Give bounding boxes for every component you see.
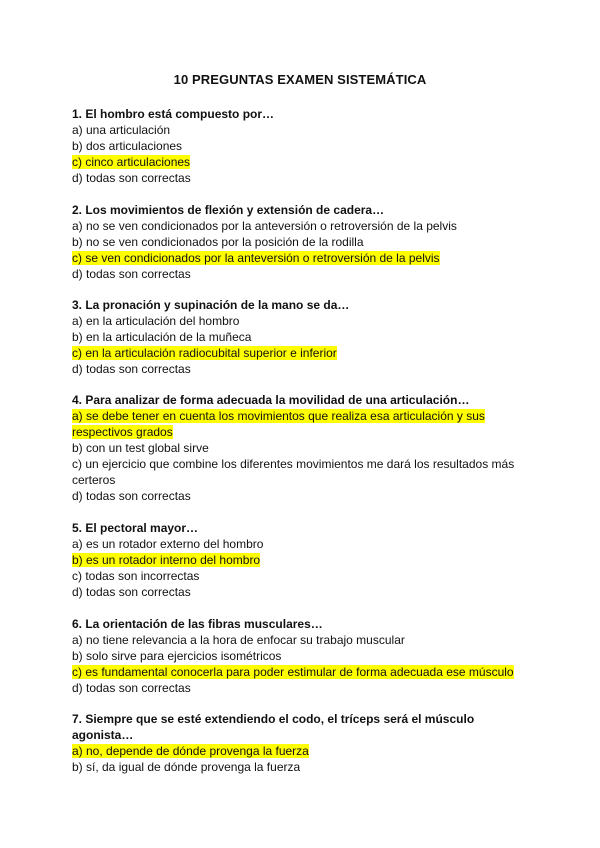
option-b: b) con un test global sirve <box>72 441 209 455</box>
document-title: 10 PREGUNTAS EXAMEN SISTEMÁTICA <box>173 72 427 87</box>
option-a: a) es un rotador externo del hombro <box>72 537 264 551</box>
question-text: 6. La orientación de las fibras musculares… <box>72 617 323 631</box>
option-c: c) todas son incorrectas <box>72 569 200 583</box>
question-2 <box>72 202 534 282</box>
option-c-highlighted: c) se ven condicionados por la anteversión o retroversión de la pelvis <box>72 251 440 265</box>
question-5 <box>72 520 534 600</box>
question-text: 4. Para analizar de forma adecuada la movilidad de una articulación… <box>72 393 470 407</box>
option-d: d) todas son correctas <box>72 362 191 376</box>
option-a: a) no se ven condicionados por la anteversión o retroversión de la pelvis <box>72 219 457 233</box>
option-b: b) en la articulación de la muñeca <box>72 330 252 344</box>
option-a: a) no tiene relevancia a la hora de enfocar su trabajo muscular <box>72 633 405 647</box>
option-b: b) no se ven condicionados por la posición de la rodilla <box>72 235 364 249</box>
option-d: d) todas son correctas <box>72 489 191 503</box>
option-c-highlighted: c) en la articulación radiocubital superior e inferior <box>72 346 337 360</box>
question-text: 7. Siempre que se esté extendiendo el codo, el tríceps será el músculo agonista… <box>72 712 475 742</box>
option-b: b) solo sirve para ejercicios isométricos <box>72 649 282 663</box>
question-text: 1. El hombro está compuesto por… <box>72 107 275 121</box>
question-7 <box>72 711 534 775</box>
option-c-highlighted: c) cinco articulaciones <box>72 155 191 169</box>
option-a: a) en la articulación del hombro <box>72 314 240 328</box>
option-d: d) todas son correctas <box>72 267 191 281</box>
question-6 <box>72 616 534 696</box>
option-c-highlighted: c) es fundamental conocerla para poder estimular de forma adecuada ese músculo <box>72 665 514 679</box>
option-d: d) todas son correctas <box>72 681 191 695</box>
option-b: b) sí, da igual de dónde provenga la fuerza <box>72 760 301 774</box>
question-1 <box>72 106 534 186</box>
option-d: d) todas son correctas <box>72 171 191 185</box>
option-b: b) dos articulaciones <box>72 139 183 153</box>
question-text: 2. Los movimientos de flexión y extensión de cadera… <box>72 203 385 217</box>
question-text: 5. El pectoral mayor… <box>72 521 199 535</box>
option-d: d) todas son correctas <box>72 585 191 599</box>
option-b-highlighted: b) es un rotador interno del hombro <box>72 553 261 567</box>
option-a-highlighted: a) no, depende de dónde provenga la fuerza <box>72 744 309 758</box>
option-a: a) una articulación <box>72 123 171 137</box>
question-text: 3. La pronación y supinación de la mano se da… <box>72 298 350 312</box>
option-a-highlighted: a) se debe tener en cuenta los movimientos que realiza esa articulación y sus respectivos grados <box>72 409 485 439</box>
question-3 <box>72 297 534 377</box>
question-4 <box>72 392 534 504</box>
option-c: c) un ejercicio que combine los diferentes movimientos me dará los resultados más certeros <box>72 457 515 487</box>
